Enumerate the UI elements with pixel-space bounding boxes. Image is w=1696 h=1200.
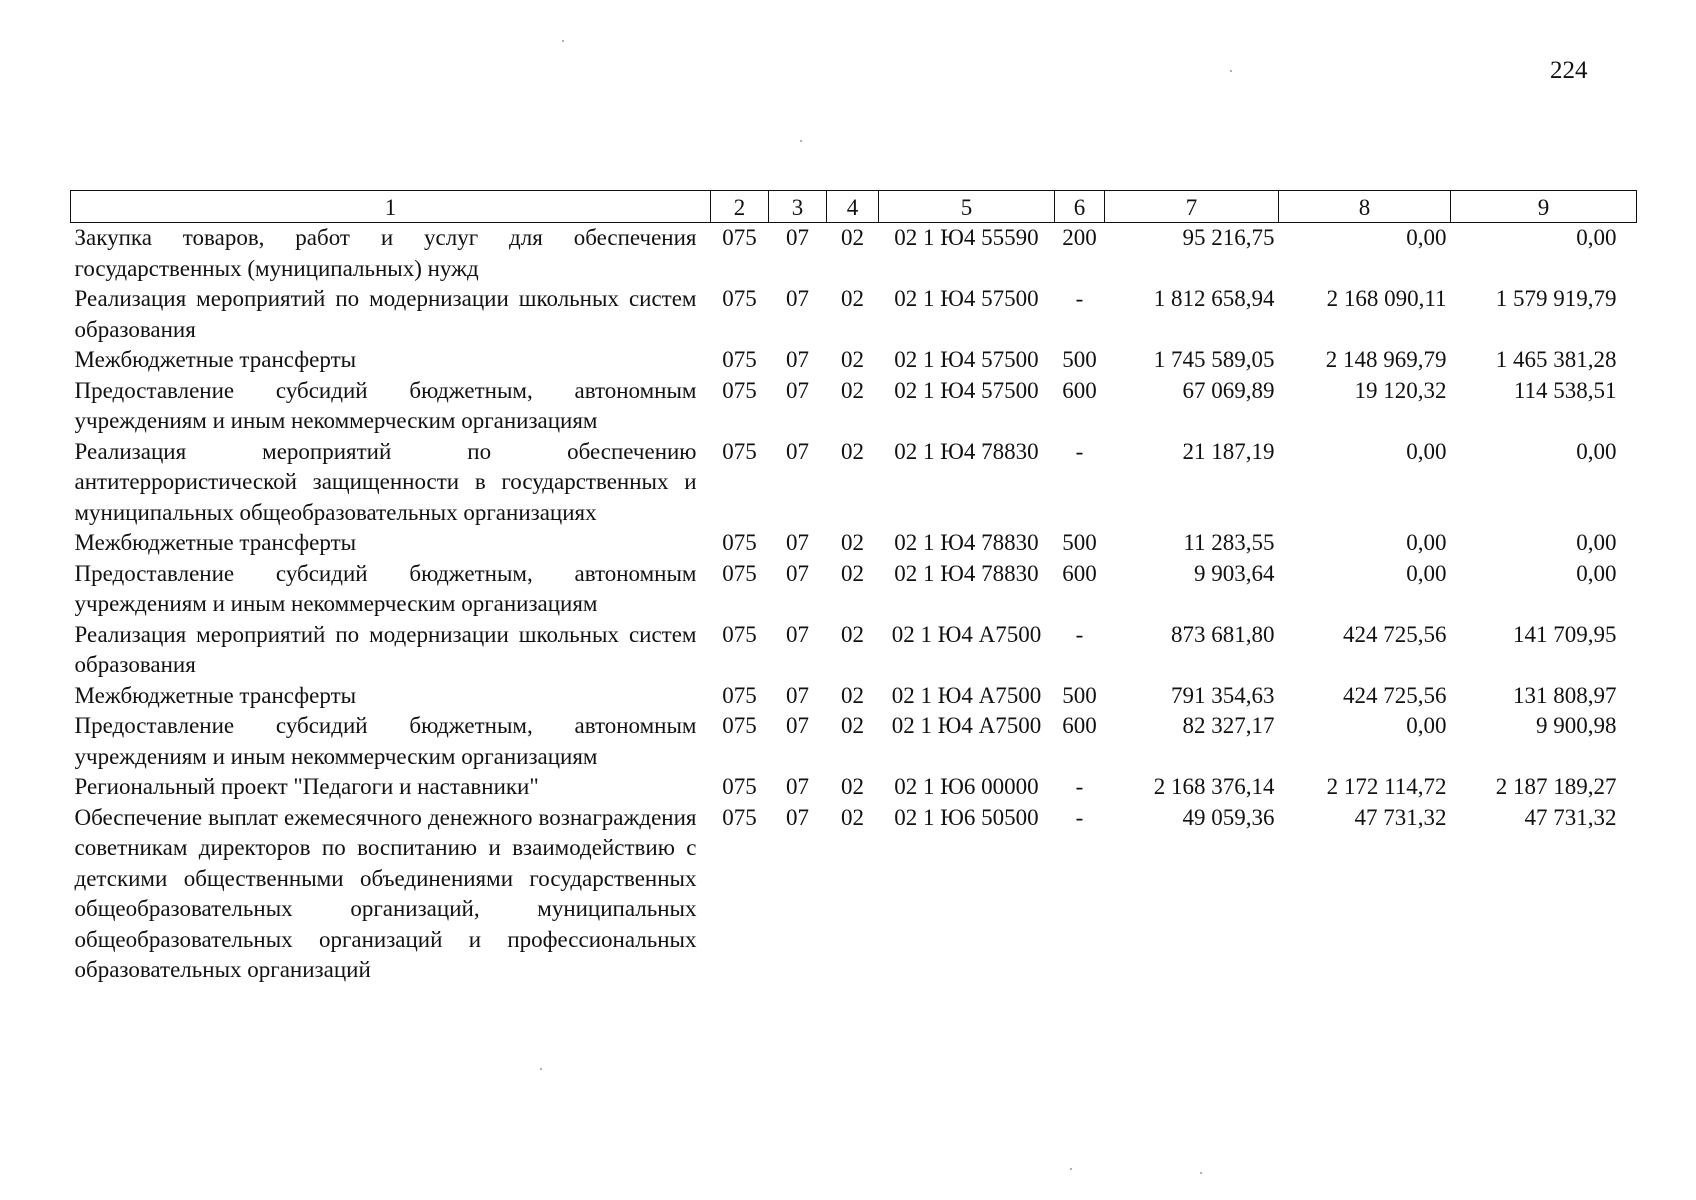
table-row: [71, 223, 1637, 285]
row-amount-7: 791 354,63: [1171, 682, 1275, 708]
row-admin-code: 075: [722, 682, 757, 708]
row-amount-9: 0,00: [1576, 438, 1617, 464]
row-subsection: 02: [841, 530, 864, 555]
row-amount-7: 95 216,75: [1182, 225, 1275, 250]
row-section: 07: [786, 621, 809, 647]
row-subsection: 02: [841, 347, 864, 372]
row-amount-9: 47 731,32: [1524, 804, 1617, 830]
row-amount-7: 1 812 658,94: [1153, 286, 1275, 311]
row-amount-9: 0,00: [1576, 225, 1617, 250]
row-target-article: 02 1 Ю4 57500: [894, 286, 1039, 311]
row-admin-code: 075: [722, 621, 757, 647]
row-section: 07: [786, 560, 809, 586]
row-admin-code: 075: [722, 560, 757, 586]
table-row: [71, 437, 1637, 529]
header-col-1: 1: [71, 191, 711, 223]
row-amount-9: 9 900,98: [1536, 713, 1617, 738]
row-section: 07: [786, 377, 809, 403]
row-name: Предоставление субсидий бюджетным, автономным учреждениям и иным некоммерческим организациям: [74, 713, 697, 769]
row-target-article: 02 1 Ю6 00000: [894, 774, 1039, 799]
row-expense-type: -: [1075, 286, 1084, 311]
scan-speck: [1200, 1172, 1202, 1174]
row-expense-type: 600: [1062, 377, 1097, 403]
table-row: [71, 345, 1637, 376]
budget-table: [70, 190, 1637, 986]
row-name: Предоставление субсидий бюджетным, автономным учреждениям и иным некоммерческим организациям: [74, 560, 697, 616]
row-name: Закупка товаров, работ и услуг для обеспечения государственных (муниципальных) нужд: [74, 225, 697, 281]
row-section: 07: [786, 713, 809, 738]
row-section: 07: [786, 286, 809, 311]
scan-speck: [1070, 1168, 1072, 1170]
row-name: Межбюджетные трансферты: [74, 347, 357, 372]
row-amount-8: 2 172 114,72: [1326, 774, 1447, 799]
row-target-article: 02 1 Ю6 50500: [894, 804, 1039, 830]
row-amount-7: 49 059,36: [1182, 804, 1275, 830]
row-expense-type: -: [1075, 438, 1084, 464]
row-target-article: 02 1 Ю4 78830: [894, 438, 1039, 464]
table-row: [71, 620, 1637, 681]
row-amount-7: 9 903,64: [1194, 560, 1275, 586]
row-admin-code: 075: [722, 713, 757, 738]
row-expense-type: 600: [1062, 713, 1097, 738]
row-amount-9: 0,00: [1576, 530, 1617, 555]
row-amount-9: 0,00: [1576, 560, 1617, 586]
header-col-2: 2: [711, 191, 769, 223]
row-target-article: 02 1 Ю4 А7500: [891, 682, 1042, 708]
row-amount-7: 21 187,19: [1182, 438, 1275, 464]
row-target-article: 02 1 Ю4 57500: [894, 347, 1039, 372]
row-section: 07: [786, 682, 809, 708]
row-subsection: 02: [841, 621, 864, 647]
row-amount-8: 19 120,32: [1354, 377, 1447, 403]
row-amount-9: 131 808,97: [1513, 682, 1617, 708]
row-admin-code: 075: [722, 438, 757, 464]
row-amount-9: 114 538,51: [1513, 377, 1617, 403]
row-section: 07: [786, 774, 809, 799]
row-expense-type: 500: [1062, 347, 1097, 372]
row-amount-8: 0,00: [1406, 713, 1447, 738]
row-amount-8: 0,00: [1406, 438, 1447, 464]
row-amount-7: 67 069,89: [1182, 377, 1275, 403]
table-row: [71, 284, 1637, 345]
table-row: [71, 803, 1637, 986]
row-admin-code: 075: [722, 347, 757, 372]
row-expense-type: 500: [1062, 682, 1097, 708]
header-col-8: 8: [1279, 191, 1451, 223]
table-row: [71, 559, 1637, 620]
header-col-9: 9: [1451, 191, 1637, 223]
row-amount-8: 0,00: [1406, 225, 1447, 250]
row-amount-8: 0,00: [1406, 530, 1447, 555]
table-row: [71, 711, 1637, 772]
scan-speck: [800, 140, 802, 142]
table-row: [71, 772, 1637, 803]
row-subsection: 02: [841, 560, 864, 586]
row-target-article: 02 1 Ю4 А7500: [891, 621, 1042, 647]
header-col-5: 5: [879, 191, 1055, 223]
scan-speck: [1230, 70, 1232, 72]
table-row: [71, 681, 1637, 712]
row-subsection: 02: [841, 804, 864, 830]
page-number: 224: [1550, 57, 1588, 84]
row-name: Региональный проект "Педагоги и наставники": [74, 774, 539, 799]
row-name: Межбюджетные трансферты: [74, 682, 357, 708]
row-expense-type: 200: [1062, 225, 1097, 250]
scan-speck: [562, 40, 564, 42]
row-subsection: 02: [841, 682, 864, 708]
header-col-7: 7: [1105, 191, 1279, 223]
row-target-article: 02 1 Ю4 55590: [894, 225, 1039, 250]
row-amount-8: 2 148 969,79: [1325, 347, 1447, 372]
row-amount-9: 1 579 919,79: [1495, 286, 1617, 311]
row-admin-code: 075: [722, 286, 757, 311]
header-row: [71, 191, 1637, 223]
row-admin-code: 075: [722, 774, 757, 799]
row-target-article: 02 1 Ю4 78830: [894, 530, 1039, 555]
row-expense-type: 500: [1062, 530, 1097, 555]
row-amount-9: 2 187 189,27: [1495, 774, 1617, 799]
row-admin-code: 075: [722, 530, 757, 555]
row-amount-8: 0,00: [1406, 560, 1447, 586]
row-admin-code: 075: [722, 804, 757, 830]
row-section: 07: [786, 225, 809, 250]
row-expense-type: -: [1075, 774, 1084, 799]
row-name: Реализация мероприятий по модернизации школьных систем образования: [74, 621, 697, 677]
row-section: 07: [786, 438, 809, 464]
row-subsection: 02: [841, 286, 864, 311]
row-amount-9: 141 709,95: [1513, 621, 1617, 647]
row-subsection: 02: [841, 713, 864, 738]
row-name: Реализация мероприятий по обеспечению антитеррористической защищенности в государственных и муниципальных общеобразовательных организациях: [74, 438, 697, 525]
table-row: [71, 528, 1637, 559]
row-subsection: 02: [841, 377, 864, 403]
row-amount-9: 1 465 381,28: [1495, 347, 1617, 372]
row-admin-code: 075: [722, 377, 757, 403]
row-name: Обеспечение выплат ежемесячного денежного вознаграждения советникам директоров по воспитанию и взаимодействию с детскими общественными объединениями государственных общеобразовательных организаций, муниципальных общеобразовательных организаций и профессиональных образовательных организаций: [74, 804, 697, 982]
row-amount-7: 873 681,80: [1171, 621, 1275, 647]
scan-speck: [540, 1068, 542, 1070]
row-section: 07: [786, 804, 809, 830]
row-subsection: 02: [841, 774, 864, 799]
row-name: Межбюджетные трансферты: [74, 530, 357, 555]
header-col-3: 3: [769, 191, 827, 223]
row-name: Реализация мероприятий по модернизации школьных систем образования: [74, 286, 697, 342]
row-section: 07: [786, 347, 809, 372]
row-amount-8: 2 168 090,11: [1326, 286, 1447, 311]
row-amount-7: 1 745 589,05: [1153, 347, 1275, 372]
row-subsection: 02: [841, 438, 864, 464]
table-body: [71, 223, 1637, 986]
row-amount-8: 47 731,32: [1354, 804, 1447, 830]
header-col-6: 6: [1055, 191, 1105, 223]
row-expense-type: 600: [1062, 560, 1097, 586]
row-subsection: 02: [841, 225, 864, 250]
row-amount-7: 11 283,55: [1183, 530, 1275, 555]
row-amount-8: 424 725,56: [1343, 682, 1447, 708]
table-header: [71, 191, 1637, 223]
row-amount-8: 424 725,56: [1343, 621, 1447, 647]
row-expense-type: -: [1075, 804, 1084, 830]
row-amount-7: 2 168 376,14: [1153, 774, 1275, 799]
table-row: [71, 376, 1637, 437]
row-admin-code: 075: [722, 225, 757, 250]
row-expense-type: -: [1075, 621, 1084, 647]
row-name: Предоставление субсидий бюджетным, автономным учреждениям и иным некоммерческим организациям: [74, 377, 697, 433]
row-amount-7: 82 327,17: [1182, 713, 1275, 738]
header-col-4: 4: [827, 191, 879, 223]
row-target-article: 02 1 Ю4 57500: [894, 377, 1039, 403]
row-target-article: 02 1 Ю4 78830: [894, 560, 1039, 586]
row-target-article: 02 1 Ю4 А7500: [891, 713, 1042, 738]
row-section: 07: [786, 530, 809, 555]
